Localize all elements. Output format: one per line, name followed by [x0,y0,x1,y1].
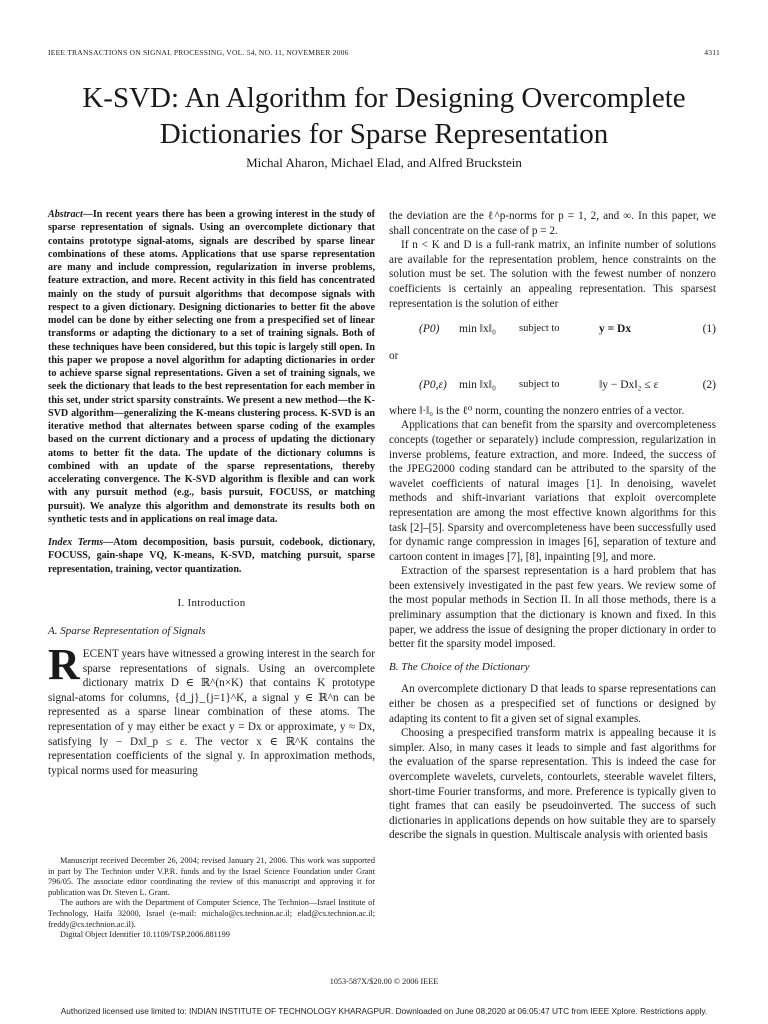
equation-2-constraint: ‖y − Dx‖₂ ≤ ε [599,379,659,392]
footnote-affiliation: The authors are with the Department of Computer Science, The Technion—Israel Institute of Technology, Haifa 32000, Israel (e-mail: michalo@cs.technion.ac.il; elad@cs.technion.ac.il; freddy@cs.technion.ac.il). [48,898,375,929]
equation-1-subject: subject to [519,322,560,334]
license-notice: Authorized licensed use limited to: INDIAN INSTITUTE OF TECHNOLOGY KHARAGPUR. Downloaded on June 08,2020 at 06:05:47 UTC from IEEE Xplore. Restrictions apply. [60,1006,708,1016]
right-column [389,209,716,843]
page-number: 4311 [704,48,720,57]
footnote-doi: Digital Object Identifier 10.1109/TSP.2006.881199 [60,930,230,940]
title-line-1: K-SVD: An Algorithm for Designing Overcomplete [82,82,686,114]
equation-2-objective: min ‖x‖₀ [459,379,496,392]
intro-paragraph [48,639,375,778]
abstract [48,208,375,526]
abstract-text: —In recent years there has been a growing interest in the study of sparse representation of signals. Using an overcomplete dictionary that contains prototype signal-atoms, signals are described by sparse linear combinations of these atoms. Applications that use sparse representation are many and include compression, regularization in inverse problems, feature extraction, and more. Recent activity in this field has concentrated mainly on the study of pursuit algorithms that decompose signals with respect to a given dictionary. Designing dictionaries to better fit the above model can be done by either selecting one from a prespecified set of linear transforms or adapting the dictionary to a set of training signals. Both of these techniques have been considered, but this topic is largely still open. In this paper we propose a novel algorithm for adapting dictionaries in order to achieve sparse signal representations. Given a set of training signals, we seek the dictionary that leads to the best representation for each member in this set, under strict sparsity constraints. We present a new method—the K-SVD algorithm—generalizing the K-means clustering process. K-SVD is an iterative method that alternates between sparse coding of the examples based on the current dictionary and a process of updating the dictionary atoms to better fit the data. The update of the dictionary columns is combined with an update of the sparse representations, thereby accelerating convergence. The K-SVD algorithm is flexible and can work with any pursuit method (e.g., basis pursuit, FOCUSS, or matching pursuit). We analyze this algorithm and demonstrate its results both on synthetic tests and in applications on real image data. [48,209,375,525]
drop-cap: R [48,639,80,689]
subsection-heading-b: B. The Choice of the Dictionary [389,660,530,673]
equation-1-objective: min ‖x‖₀ [459,322,496,335]
abstract-lead: Abstract [48,209,83,220]
paragraph-extraction: Extraction of the sparsest representation is a hard problem that has been extensively investigated in the past few years. We review some of the most popular methods in Section II. In all those methods, there is a preliminary assumption that the dictionary is known and fixed. In this paper, we address the issue of designing the proper dictionary in order to better fit the sparsity model imposed. [389,565,716,651]
index-terms-lead: Index Terms [48,537,104,548]
equation-2-label: (P0,ε) [419,379,447,392]
footnote [48,856,375,941]
intro-text: ECENT years have witnessed a growing interest in the search for sparse representations of signals. Using an overcomplete dictionary matrix D ∈ ℝ^(n×K) that contains K prototype signal-atoms for columns, {d_j}_{j=1}^K, a signal y ∈ ℝ^n can be represented as a sparse linear combination of these atoms. The representation of y may either be exact y = Dx or approximate, y ≈ Dx, satisfying ‖y − Dx‖_p ≤ ε. The vector x ∈ ℝ^K contains the representation coefficients of the signal y. In approximation methods, typical norms used for measuring [48,647,375,777]
equation-1-constraint: y = Dx [599,322,632,335]
paragraph-prespecified: Choosing a prespecified transform matrix is appealing because it is simpler. Also, in many cases it leads to simple and fast algorithms for the evaluation of the sparse representation. This is indeed the case for overcomplete wavelets, curvelets, contourlets, steerable wavelet filters, short-time Fourier transforms, and more. Preference is typically given to tight frames that can easily be pseudoinverted. The success of such dictionaries in applications depends on how suitable they are to sparsely describe the signals in question. Multiscale analysis with oriented basis [389,727,716,842]
paragraph-applications: Applications that can benefit from the sparsity and overcompleteness concepts (together or separately) include compression, regularization in inverse problems, feature extraction, and more. Indeed, the success of the JPEG2000 coding standard can be attributed to the sparsity of the wavelet coefficients of natural images [1]. In denoising, wavelet methods and shift-invariant variations that exploit overcomplete representation are among the most effective known algorithms for this task [2]–[5]. Sparsity and overcompleteness have been successfully used for dynamic range compression in images [6], separation of texture and cartoon content in images [7], [8], inpainting [9], and more. [389,419,716,563]
equation-2-number: (2) [702,379,716,392]
equation-1-number: (1) [702,322,716,335]
equation-2-subject: subject to [519,379,560,391]
index-terms-text: —Atom decomposition, basis pursuit, codebook, dictionary, FOCUSS, gain-shape VQ, K-means, K-SVD, matching pursuit, sparse representation, training, vector quantization. [48,537,375,575]
equation-1-label: (P0) [419,322,440,335]
journal-name: IEEE TRANSACTIONS ON SIGNAL PROCESSING, VOL. 54, NO. 11, NOVEMBER 2006 [48,48,349,57]
subsection-heading-a: A. Sparse Representation of Signals [48,625,206,638]
index-terms [48,536,375,576]
paragraph-l0-norm: where ‖·‖₀ is the ℓ⁰ norm, counting the nonzero entries of a vector. [389,404,685,417]
paper-title [0,80,768,152]
paragraph-dictionary: An overcomplete dictionary D that leads to sparse representations can either be chosen as a prespecified set of functions or designed by adapting its content to fit a given set of signal examples. [389,683,716,725]
copyright-line: 1053-587X/$20.00 © 2006 IEEE [329,977,439,986]
running-header [48,48,720,60]
equation-2 [389,368,716,404]
title-line-2: Dictionaries for Sparse Representation [159,118,609,150]
paragraph-norms: the deviation are the ℓ^p-norms for p = 1, 2, and ∞. In this paper, we shall concentrate on the case of p = 2. [389,210,716,237]
footnote-manuscript: Manuscript received December 26, 2004; revised January 21, 2006. This work was supported in part by The Technion under V.P.R. funds and by the Israel Science Foundation under Grant 796/05. The associate editor coordinating the review of this manuscript and approving it for publication was Dr. Steven L. Grant. [48,856,375,897]
equation-1 [389,311,716,347]
paragraph-fullrank: If n < K and D is a full-rank matrix, an infinite number of solutions are available for the representation problem, hence constraints on the solution must be set. The solution with the fewest number of nonzero coefficients is certainly an appealing representation. This sparsest representation is the solution of either [389,239,716,310]
or-text: or [389,350,399,363]
left-column [48,208,375,778]
section-heading-introduction: I. Introduction [177,596,246,609]
authors: Michal Aharon, Michael Elad, and Alfred Bruckstein [246,155,522,170]
